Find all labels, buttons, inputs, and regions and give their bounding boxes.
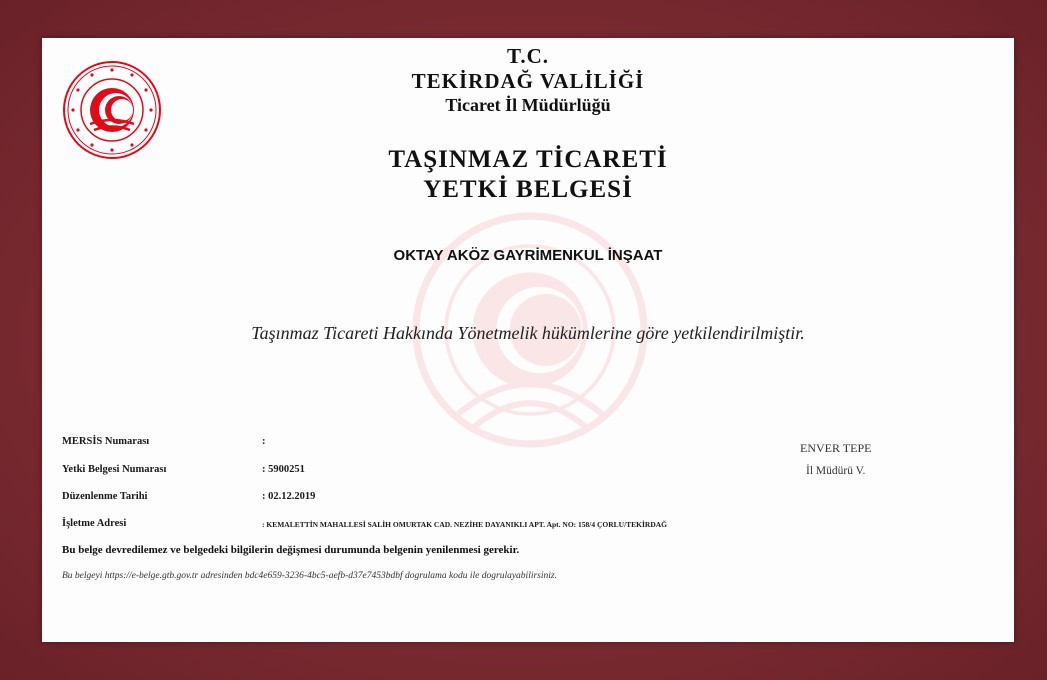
renewal-notice: Bu belge devredilemez ve belgedeki bilgilerin değişmesi durumunda belgenin yenilenmesi gerekir.: [62, 544, 520, 556]
field-value-business-address: : KEMALETTİN MAHALLESİ SALİH OMURTAK CAD. NEZİHE DAYANIKLI APT. Apt. NO: 158/4 ÇORLU/TEKİRDAĞ: [262, 520, 668, 529]
header-governorship: TEKİRDAĞ VALİLİĞİ: [411, 69, 645, 93]
header-directorate: Ticaret İl Müdürlüğü: [445, 95, 611, 115]
certificate-title-line2: YETKİ BELGESİ: [423, 176, 633, 203]
signatory-name: ENVER TEPE: [800, 441, 872, 455]
field-label-certificate-number: Yetki Belgesi Numarası: [62, 464, 167, 475]
authorization-statement: Taşınmaz Ticareti Hakkında Yönetmelik hükümlerine göre yetkilendirilmiştir.: [251, 323, 805, 343]
verification-note: Bu belgeyi https://e-belge.gtb.gov.tr adresinden bdc4e659-3236-4bc5-aefb-d37e7453bdbf dogrulama kodu ile dogrulayabilirsiniz.: [62, 571, 557, 581]
field-value-mersis: :: [262, 436, 266, 447]
company-name: OKTAY AKÖZ GAYRİMENKUL İNŞAAT: [393, 247, 663, 264]
field-value-certificate-number: : 5900251: [262, 464, 305, 475]
field-label-mersis: MERSİS Numarası: [62, 436, 150, 447]
header-tc: T.C.: [506, 44, 550, 68]
field-label-issue-date: Düzenlenme Tarihi: [62, 491, 148, 502]
certificate-paper: [42, 38, 1014, 642]
certificate-title-line1: TAŞINMAZ TİCARETİ: [388, 146, 668, 173]
signatory-title: İl Müdürü V.: [806, 465, 866, 477]
field-label-business-address: İşletme Adresi: [62, 518, 127, 529]
field-value-issue-date: : 02.12.2019: [262, 491, 316, 502]
